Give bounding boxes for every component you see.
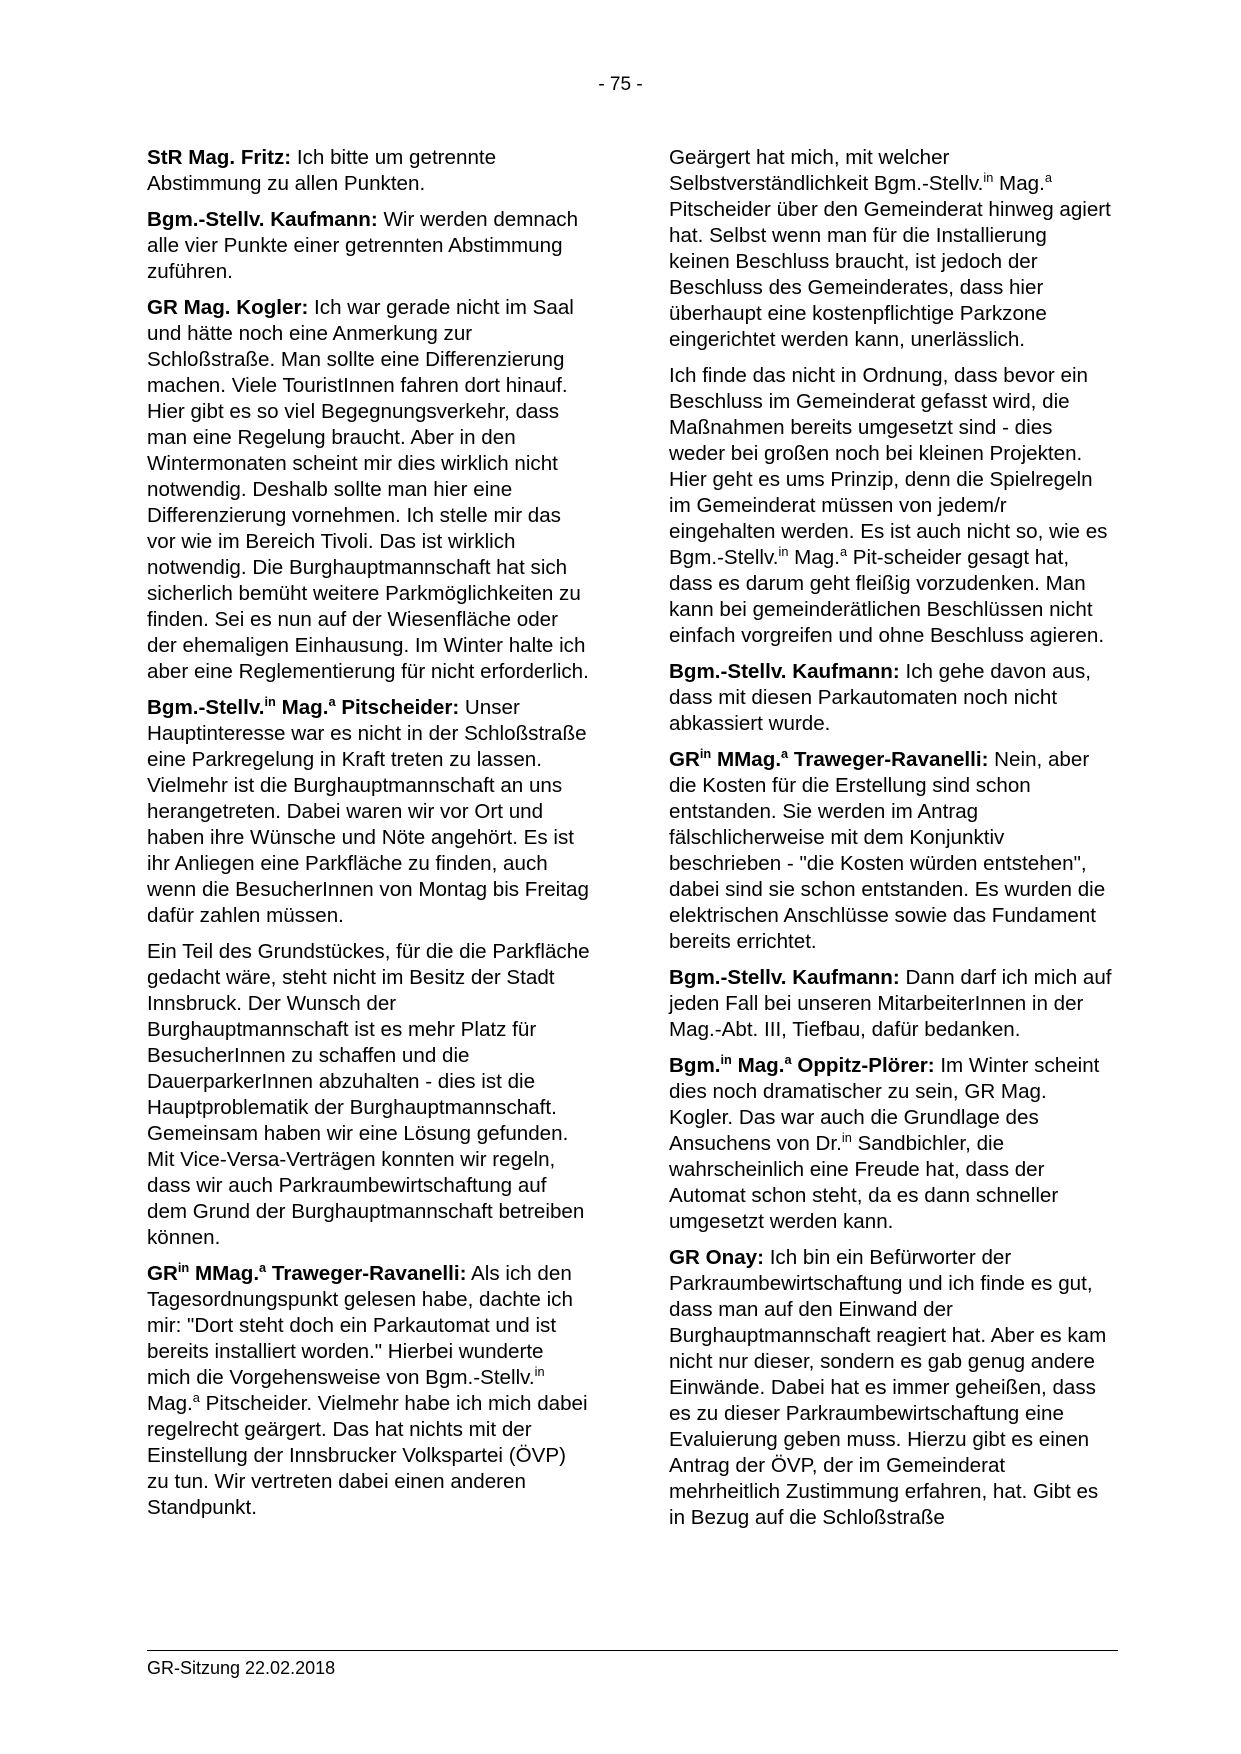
speaker-name: Bgm.-Stellv.$^{in}$ Mag.$^a$ Pitscheider: — [147, 694, 460, 719]
paragraph-text: Im Winter scheint dies noch dramatischer zu sein, GR Mag. Kogler. Das war auch die Grundlage des Ansuchens von Dr.$^{in}$ Sandbichler, die wahrscheinlich eine Freude hat, dass der Automat schon steht, da es dann schneller umgesetzt werden kann. — [669, 1054, 1100, 1233]
paragraph — [147, 207, 591, 285]
left-column — [147, 145, 591, 1531]
paragraph-text: Ich gehe davon aus, dass mit diesen Parkautomaten noch nicht abkassiert wurde. — [669, 660, 1091, 735]
paragraph-text: Als ich den Tagesordnungspunkt gelesen habe, dachte ich mir: "Dort steht doch ein Parkautomat und ist bereits installiert worden." Hierbei wunderte mich die Vorgehensweise von Bgm.-Stellv.$^{in}$ Mag.$^a$ Pitscheider. Vielmehr habe ich mich dabei regelrecht geärgert. Das hat nichts mit der Einstellung der Innsbrucker Volkspartei (ÖVP) zu tun. Wir vertreten dabei einen anderen Standpunkt. — [147, 1262, 588, 1519]
paragraph-text: Ich war gerade nicht im Saal und hätte noch eine Anmerkung zur Schloßstraße. Man sollte eine Differenzierung machen. Viele TouristInnen fahren dort hinauf. Hier gibt es so viel Begegnungsverkehr, dass man eine Regelung braucht. Aber in den Wintermonaten scheint mir dies wirklich nicht notwendig. Deshalb sollte man hier eine Differenzierung vornehmen. Ich stelle mir das vor wie im Bereich Tivoli. Das ist wirklich notwendig. Die Burghauptmannschaft hat sich sicherlich bemüht weitere Parkmöglichkeiten zu finden. Sei es nun auf der Wiesenfläche oder der ehemaligen Einhausung. Im Winter halte ich aber eine Reglementierung für nicht erforderlich. — [147, 296, 589, 683]
page-number: - 75 - — [598, 74, 643, 95]
paragraph-text: Ich bin ein Befürworter der Parkraumbewirtschaftung und ich finde es gut, dass man auf den Einwand der Burghauptmannschaft reagiert hat. Aber es kam nicht nur dieser, sondern es gab genug andere Einwände. Dabei hat es immer geheißen, dass es zu dieser Parkraumbewirtschaftung eine Evaluierung geben muss. Hierzu gibt es einen Antrag der ÖVP, der im Gemeinderat mehrheitlich Zustimmung erfahren, hat. Gibt es in Bezug auf die Schloßstraße — [669, 1246, 1107, 1529]
paragraph — [147, 145, 591, 197]
paragraph — [147, 295, 591, 685]
paragraph — [147, 939, 591, 1251]
paragraph-text: Wir werden demnach alle vier Punkte einer getrennten Abstimmung zuführen. — [147, 208, 579, 283]
paragraph — [669, 363, 1113, 649]
speaker-name: GR Mag. Kogler: — [147, 296, 309, 319]
speaker-name: GR Onay: — [669, 1246, 764, 1269]
speaker-name: Bgm.-Stellv. Kaufmann: — [147, 208, 378, 231]
speaker-name: $GR^{in}$ MMag.$^a$ Traweger-Ravanelli: — [669, 746, 989, 771]
speaker-name: Bgm.$^{in}$ Mag.$^a$ Oppitz-Plörer: — [669, 1052, 935, 1077]
paragraph-text: Geärgert hat mich, mit welcher Selbstverständlichkeit Bgm.-Stellv.$^{in}$ Mag.$^a$ Pitscheider über den Gemeinderat hinweg agiert hat. Selbst wenn man für die Installierung keinen Beschluss braucht, ist jedoch der Beschluss des Gemeinderates, dass hier überhaupt eine kostenpflichtige Parkzone eingerichtet werden kann, unerlässlich. — [669, 146, 1111, 351]
paragraph-text: Ich finde das nicht in Ordnung, dass bevor ein Beschluss im Gemeinderat gefasst wird, die Maßnahmen bereits umgesetzt sind - dies weder bei großen noch bei kleinen Projekten. Hier geht es ums Prinzip, denn die Spielregeln im Gemeinderat müssen von jedem/r eingehalten werden. Es ist auch nicht so, wie es Bgm.-Stellv.$^{in}$ Mag.$^a$ Pit-scheider gesagt hat, dass es darum geht fleißig vorzudenken. Man kann bei gemeinderätlichen Beschlüssen nicht einfach vorgreifen und ohne Beschluss agieren. — [669, 364, 1108, 647]
paragraph — [669, 747, 1113, 955]
footer-session-date: GR-Sitzung 22.02.2018 — [147, 1658, 336, 1678]
speaker-name: $GR^{in}$ MMag.$^a$ Traweger-Ravanelli: — [147, 1260, 467, 1285]
footer-divider — [147, 1650, 1118, 1651]
paragraph — [147, 1261, 591, 1521]
speaker-name: Bgm.-Stellv. Kaufmann: — [669, 966, 900, 989]
paragraph — [669, 659, 1113, 737]
paragraph — [669, 1245, 1113, 1531]
paragraph — [669, 965, 1113, 1043]
right-column — [669, 145, 1113, 1541]
paragraph-text: Nein, aber die Kosten für die Erstellung sind schon entstanden. Sie werden im Antrag fälschlicherweise mit dem Konjunktiv beschrieben - "die Kosten würden entstehen", dabei sind sie schon entstanden. Es wurden die elektrischen Anschlüsse sowie das Fundament bereits errichtet. — [669, 748, 1106, 953]
speaker-name: Bgm.-Stellv. Kaufmann: — [669, 660, 900, 683]
paragraph-text: Unser Hauptinteresse war es nicht in der Schloßstraße eine Parkregelung in Kraft treten zu lassen. Vielmehr ist die Burghauptmannschaft an uns herangetreten. Dabei waren wir vor Ort und haben ihre Wünsche und Nöte angehört. Es ist ihr Anliegen eine Parkfläche zu finden, auch wenn die BesucherInnen von Montag bis Freitag dafür zahlen müssen. — [147, 696, 589, 927]
paragraph — [669, 145, 1113, 353]
speaker-name: StR Mag. Fritz: — [147, 146, 292, 169]
paragraph-text: Dann darf ich mich auf jeden Fall bei unseren MitarbeiterInnen in der Mag.-Abt. III, Tiefbau, dafür bedanken. — [669, 966, 1112, 1041]
paragraph-text: Ein Teil des Grundstückes, für die die Parkfläche gedacht wäre, steht nicht im Besitz der Stadt Innsbruck. Der Wunsch der Burghauptmannschaft ist es mehr Platz für BesucherInnen zu schaffen und die DauerparkerInnen abzuhalten - dies ist die Hauptproblematik der Burghauptmannschaft. Gemeinsam haben wir eine Lösung gefunden. Mit Vice-Versa-Verträgen konnten wir regeln, dass wir auch Parkraumbewirtschaftung auf dem Grund der Burghauptmannschaft betreiben können. — [147, 940, 590, 1249]
paragraph — [669, 1053, 1113, 1235]
paragraph — [147, 695, 591, 929]
paragraph-text: Ich bitte um getrennte Abstimmung zu allen Punkten. — [147, 146, 497, 195]
